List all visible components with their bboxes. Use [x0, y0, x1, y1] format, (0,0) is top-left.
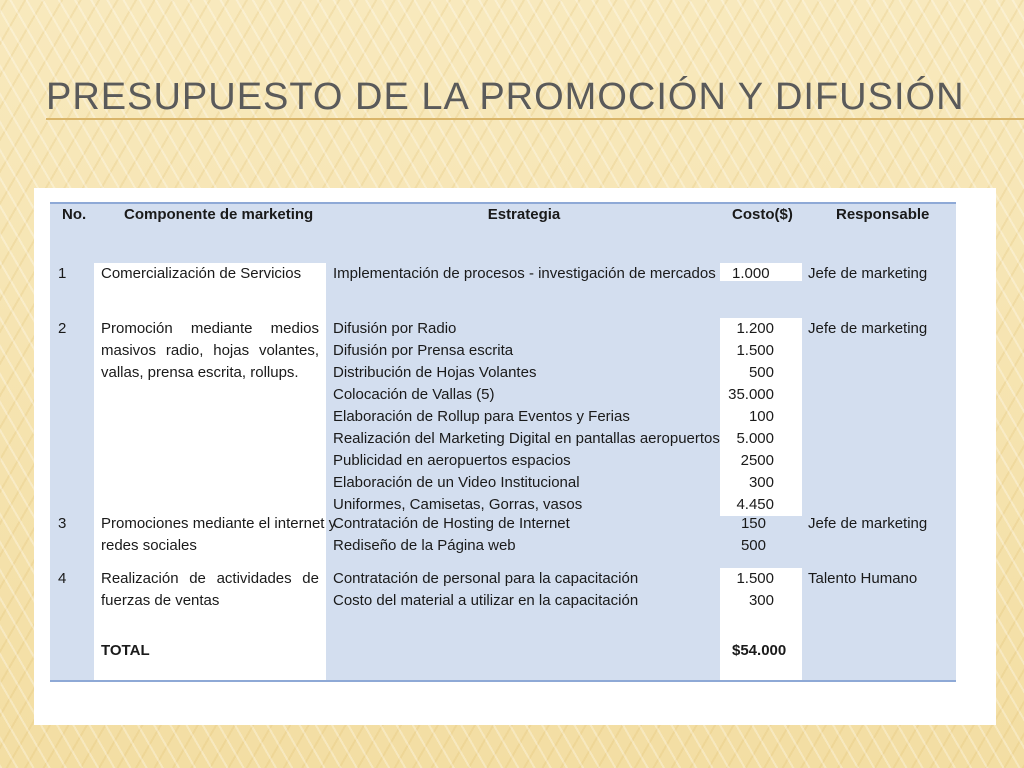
strategy-item: Rediseño de la Página web — [333, 537, 516, 554]
row-3-component-line: redes sociales — [101, 537, 197, 554]
cost-item: 4.450 — [736, 496, 774, 513]
row-4-no: 4 — [58, 570, 67, 587]
strategy-item: Difusión por Radio — [333, 320, 457, 337]
total-label: TOTAL — [101, 642, 150, 659]
row-1-component: Comercialización de Servicios — [101, 265, 302, 282]
strategy-item: Difusión por Prensa escrita — [333, 342, 514, 359]
cost-item: 500 — [748, 364, 774, 381]
row-4-strategies — [333, 568, 638, 612]
table-panel — [34, 188, 996, 725]
row-3-no: 3 — [58, 515, 67, 532]
cost-item: 150 — [740, 515, 766, 532]
cost-item: 500 — [740, 537, 766, 554]
strategy-item: Elaboración de un Video Institucional — [333, 474, 580, 491]
cost-item: 5.000 — [736, 430, 774, 447]
strategy-item: Publicidad en aeropuertos espacios — [333, 452, 571, 469]
row-3-component-line: Promociones mediante el internet y — [101, 515, 337, 532]
cost-item: 300 — [748, 592, 774, 609]
cost-item: 1.500 — [736, 570, 774, 587]
row-2-component-line: masivos radio, hojas volantes, — [101, 342, 319, 359]
row-4-responsible: Talento Humano — [808, 570, 918, 587]
budget-table — [50, 202, 956, 682]
strategy-item: Colocación de Vallas (5) — [333, 386, 495, 403]
row-3-costs — [722, 513, 766, 557]
title-divider — [46, 118, 1024, 120]
row-4-component-line: Realización de actividades de — [101, 570, 319, 587]
header-no: No. — [62, 206, 87, 223]
row-2-no: 2 — [58, 320, 67, 337]
row-3-responsible: Jefe de marketing — [808, 515, 928, 532]
row-2-costs — [722, 318, 774, 516]
strategy-item: Contratación de personal para la capacitación — [333, 570, 639, 587]
cost-item: 300 — [748, 474, 774, 491]
row-4-costs — [722, 568, 774, 612]
header-strategy: Estrategia — [487, 206, 561, 223]
slide-title: PRESUPUESTO DE LA PROMOCIÓN Y DIFUSIÓN — [46, 76, 965, 118]
strategy-item: Elaboración de Rollup para Eventos y Ferias — [333, 408, 630, 425]
cost-item: 1.200 — [736, 320, 774, 337]
strategy-item: Distribución de Hojas Volantes — [333, 364, 537, 381]
cost-item: 35.000 — [728, 386, 774, 403]
row-2-responsible: Jefe de marketing — [808, 320, 928, 337]
row-4-component-line: fuerzas de ventas — [101, 592, 220, 609]
row-2-strategies — [333, 318, 720, 516]
cost-item: 100 — [748, 408, 774, 425]
cost-item: 1.500 — [736, 342, 774, 359]
strategy-item: Costo del material a utilizar en la capacitación — [333, 592, 639, 609]
header-cost: Costo($) — [732, 206, 793, 223]
row-2-component-line: vallas, prensa escrita, rollups. — [101, 364, 299, 381]
cost-item: 2500 — [740, 452, 774, 469]
row-2-component — [101, 318, 319, 384]
total-value: $54.000 — [732, 642, 787, 659]
strategy-item: Uniformes, Camisetas, Gorras, vasos — [333, 496, 583, 513]
row-3-strategies — [333, 513, 570, 557]
row-1-responsible: Jefe de marketing — [808, 265, 928, 282]
header-responsible: Responsable — [836, 206, 930, 223]
header-component: Componente de marketing — [124, 206, 314, 223]
strategy-item: Contratación de Hosting de Internet — [333, 515, 570, 532]
row-3-component — [101, 513, 336, 557]
row-1-strategy: Implementación de procesos - investigación de mercados — [333, 265, 716, 282]
row-1-no: 1 — [58, 265, 67, 282]
row-2-component-line: Promoción mediante medios — [101, 320, 319, 337]
strategy-item: Realización del Marketing Digital en pantallas aeropuertos — [333, 430, 720, 447]
row-1-cost: 1.000 — [732, 265, 770, 282]
row-4-component — [101, 568, 319, 612]
